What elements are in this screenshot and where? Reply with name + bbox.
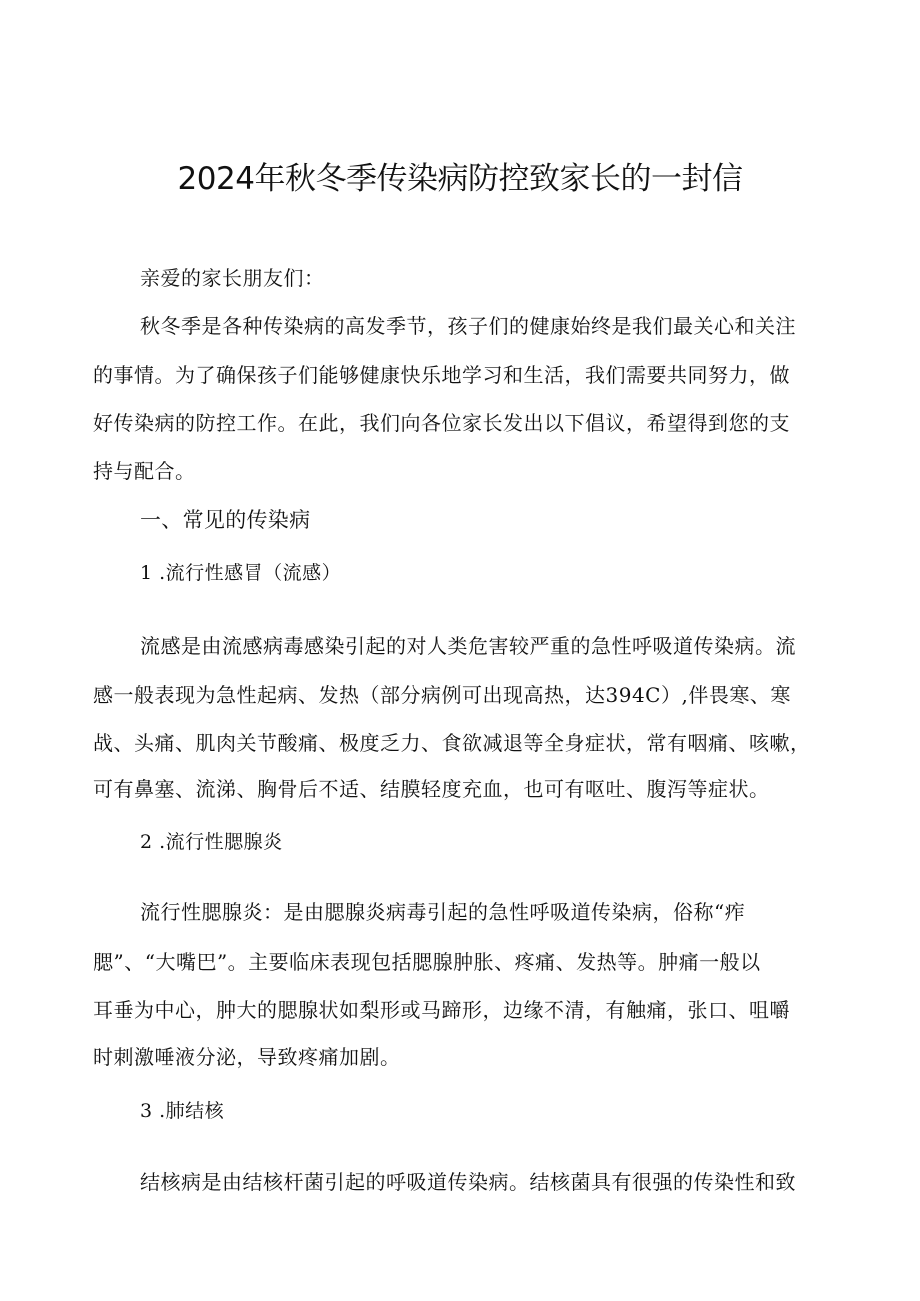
intro-line: 的事情。为了确保孩子们能够健康快乐地学习和生活，我们需要共同努力，做 <box>93 363 790 387</box>
section-heading: 一、常见的传染病 <box>140 508 311 532</box>
salutation: 亲爱的家长朋友们： <box>140 266 325 290</box>
intro-line: 持与配合。 <box>93 459 196 483</box>
paragraph-line: 结核病是由结核杆菌引起的呼吸道传染病。结核菌具有很强的传染性和致 <box>140 1170 796 1194</box>
intro-line: 好传染病的防控工作。在此，我们向各位家长发出以下倡议，希望得到您的支 <box>93 411 790 435</box>
intro-line: 秋冬季是各种传染病的高发季节，孩子们的健康始终是我们最关心和关注 <box>140 314 796 338</box>
paragraph-line: 流行性腮腺炎：是由腮腺炎病毒引起的急性呼吸道传染病，俗称“痄 <box>140 900 746 924</box>
item-heading-tuberculosis: 3 .肺结核 <box>140 1100 225 1122</box>
document-title: 2024年秋冬季传染病防控致家长的一封信 <box>177 161 743 197</box>
paragraph-line: 耳垂为中心，肿大的腮腺状如梨形或马蹄形，边缘不清，有触痛，张口、咀嚼 <box>93 998 790 1022</box>
paragraph-line: 流感是由流感病毒感染引起的对人类危害较严重的急性呼吸道传染病。流 <box>140 634 796 658</box>
paragraph-line: 感一般表现为急性起病、发热（部分病例可出现高热，达394C）,伴畏寒、寒 <box>93 683 791 707</box>
paragraph-line: 时刺激唾液分泌，导致疼痛加剧。 <box>93 1045 401 1069</box>
paragraph-line: 战、头痛、肌肉关节酸痛、极度乏力、食欲减退等全身症状，常有咽痛、咳嗽， <box>93 731 811 755</box>
item-heading-flu: 1 .流行性感冒（流感） <box>140 562 342 584</box>
paragraph-line: 腮”、“大嘴巴”。主要临床表现包括腮腺肿胀、疼痛、发热等。肿痛一般以 <box>93 950 761 974</box>
item-heading-mumps: 2 .流行性腮腺炎 <box>140 831 283 853</box>
paragraph-line: 可有鼻塞、流涕、胸骨后不适、结膜轻度充血，也可有呕吐、腹泻等症状。 <box>93 777 770 801</box>
